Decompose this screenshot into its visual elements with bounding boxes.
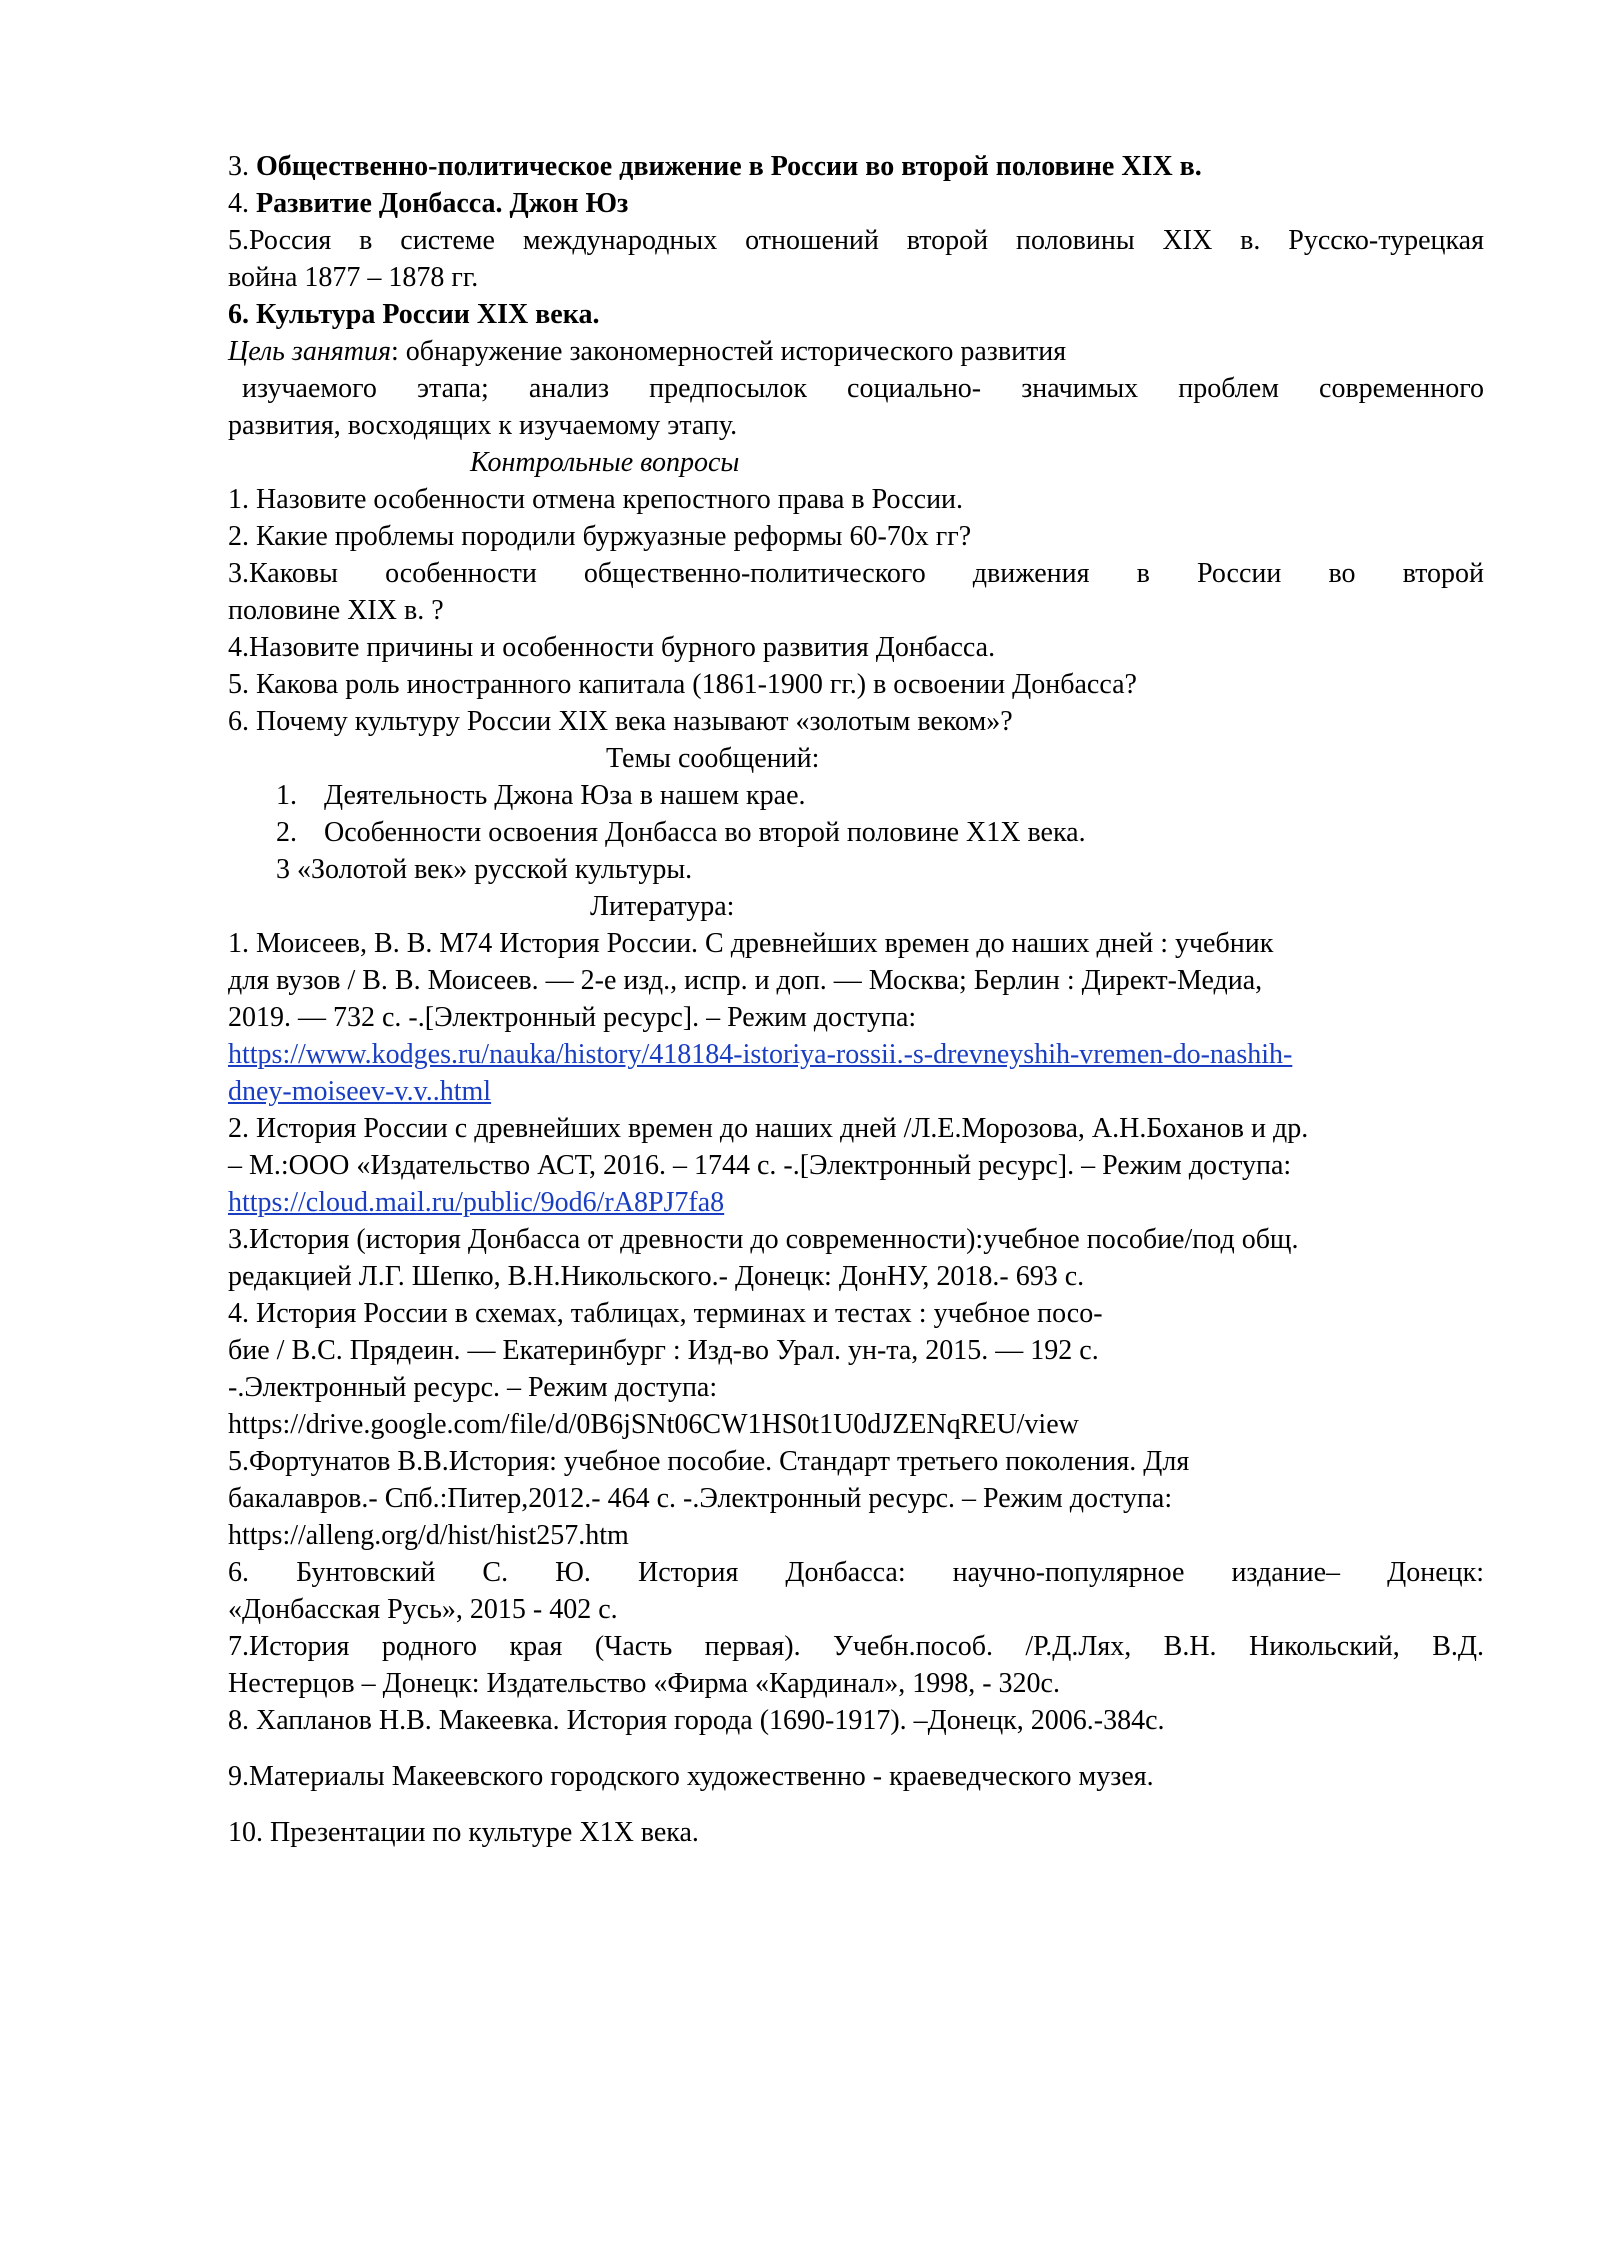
literature-1-link-a[interactable]: https://www.kodges.ru/nauka/history/418184-istoriya-rossii.-s-drevneyshih-vremen-do-nashih- (228, 1039, 1293, 1070)
goal-line-3: развития, восходящих к изучаемому этапу. (228, 410, 738, 441)
literature-5-url: https://alleng.org/d/hist/hist257.htm (228, 1520, 629, 1551)
literature-7-line-2: Нестерцов – Донецк: Издательство «Фирма «Кардинал», 1998, - 320с. (228, 1668, 1060, 1699)
literature-7-line-1: 7.История родного края (Часть первая). Учебн.пособ. /Р.Д.Лях, В.Н. Никольский, В.Д. (228, 1631, 1484, 1662)
literature-4-line-1: 4. История России в схемах, таблицах, терминах и тестах : учебное посо- (228, 1298, 1103, 1329)
literature-1-link-line-1 (228, 1036, 1484, 1073)
question-6: 6. Почему культуру России XIX века называют «золотым веком»? (228, 706, 1013, 737)
literature-5-line-1: 5.Фортунатов В.В.История: учебное пособие. Стандарт третьего поколения. Для (228, 1446, 1190, 1477)
topic-item-1-number: 1. (276, 780, 297, 811)
literature-4-line-3: -.Электронный ресурс. – Режим доступа: (228, 1372, 718, 1403)
topic-5-line-1: 5.Россия в системе международных отношений второй половины XIX в. Русско-турецкая (228, 225, 1484, 256)
goal-line-1 (228, 333, 1484, 370)
literature-5-line-2: бакалавров.- Спб.:Питер,2012.- 464 с. -.Электронный ресурс. – Режим доступа: (228, 1483, 1173, 1514)
literature-6-line-1: 6. Бунтовский С. Ю. История Донбасса: научно-популярное издание– Донецк: (228, 1557, 1484, 1588)
literature-2-line-1: 2. История России с древнейших времен до наших дней /Л.Е.Морозова, А.Н.Боханов и др. (228, 1113, 1309, 1144)
question-1: 1. Назовите особенности отмена крепостного права в России. (228, 484, 964, 515)
literature-2-link-line (228, 1184, 1484, 1221)
literature-2-line-2: – М.:ООО «Издательство АСТ, 2016. – 1744 с. -.[Электронный ресурс]. – Режим доступа: (228, 1150, 1292, 1181)
question-5: 5. Какова роль иностранного капитала (1861-1900 гг.) в освоении Донбасса? (228, 669, 1137, 700)
literature-8: 8. Хапланов Н.В. Макеевка. История города (1690-1917). –Донецк, 2006.-384с. (228, 1705, 1165, 1736)
topic-4-title: Развитие Донбасса. Джон Юз (256, 188, 629, 219)
topics-title: Темы сообщений: (606, 743, 820, 774)
topic-item-3: 3 «Золотой век» русской культуры. (276, 854, 693, 885)
topic-item-2-number: 2. (276, 817, 297, 848)
literature-1-link-line-2 (228, 1073, 1484, 1110)
topic-4-number: 4. (228, 188, 249, 219)
topic-3-title: Общественно-политическое движение в России во второй половине XIX в. (256, 151, 1202, 182)
topic-item-2-text: Особенности освоения Донбасса во второй половине Х1Х века. (324, 817, 1086, 848)
literature-10: 10. Презентации по культуре Х1Х века. (228, 1817, 699, 1848)
goal-label: Цель занятия (228, 336, 391, 367)
literature-6-line-2: «Донбасская Русь», 2015 - 402 с. (228, 1594, 618, 1625)
question-2: 2. Какие проблемы породили буржуазные реформы 60-70х гг? (228, 521, 972, 552)
topic-item-1-text: Деятельность Джона Юза в нашем крае. (324, 780, 806, 811)
literature-title: Литература: (590, 891, 735, 922)
topic-4-heading (228, 185, 1484, 222)
literature-1-line-2: для вузов / В. В. Моисеев. — 2-е изд., испр. и доп. — Москва; Берлин : Директ-Медиа, (228, 965, 1263, 996)
literature-1-line-1: 1. Моисеев, В. В. М74 История России. С древнейших времен до наших дней : учебник (228, 928, 1274, 959)
question-3-line-2: половине XIX в. ? (228, 595, 444, 626)
topic-3-number: 3. (228, 151, 249, 182)
question-3-line-1: 3.Каковы особенности общественно-политического движения в России во второй (228, 558, 1484, 589)
literature-2-link[interactable]: https://cloud.mail.ru/public/9od6/rA8PJ7fa8 (228, 1187, 725, 1218)
topic-5-line-2: война 1877 – 1878 гг. (228, 262, 479, 293)
literature-1-line-3: 2019. — 732 с. -.[Электронный ресурс]. – Режим доступа: (228, 1002, 917, 1033)
control-questions-title: Контрольные вопросы (470, 447, 740, 478)
topic-6-heading: 6. Культура России XIX века. (228, 299, 600, 330)
goal-text-1: : обнаружение закономерностей исторического развития (390, 336, 1067, 367)
literature-3-line-2: редакцией Л.Г. Шепко, В.Н.Никольского.- Донецк: ДонНУ, 2018.- 693 с. (228, 1261, 1085, 1292)
literature-4-line-2: бие / В.С. Прядеин. — Екатеринбург : Изд-во Урал. ун-та, 2015. — 192 с. (228, 1335, 1099, 1366)
literature-1-link-b[interactable]: dney-moiseev-v.v..html (228, 1076, 492, 1107)
topic-3-heading (228, 148, 1484, 185)
literature-9: 9.Материалы Макеевского городского художественно - краеведческого музея. (228, 1761, 1154, 1792)
goal-line-2: изучаемого этапа; анализ предпосылок социально- значимых проблем современного (242, 373, 1484, 404)
topic-item-1 (228, 777, 1484, 814)
literature-3-line-1: 3.История (история Донбасса от древности до современности):учебное пособие/под общ. (228, 1224, 1299, 1255)
question-4: 4.Назовите причины и особенности бурного развития Донбасса. (228, 632, 996, 663)
literature-4-url: https://drive.google.com/file/d/0B6jSNt06CW1HS0t1U0dJZENqREU/view (228, 1409, 1079, 1440)
topic-item-2 (228, 814, 1484, 851)
document-page (228, 148, 1484, 1851)
